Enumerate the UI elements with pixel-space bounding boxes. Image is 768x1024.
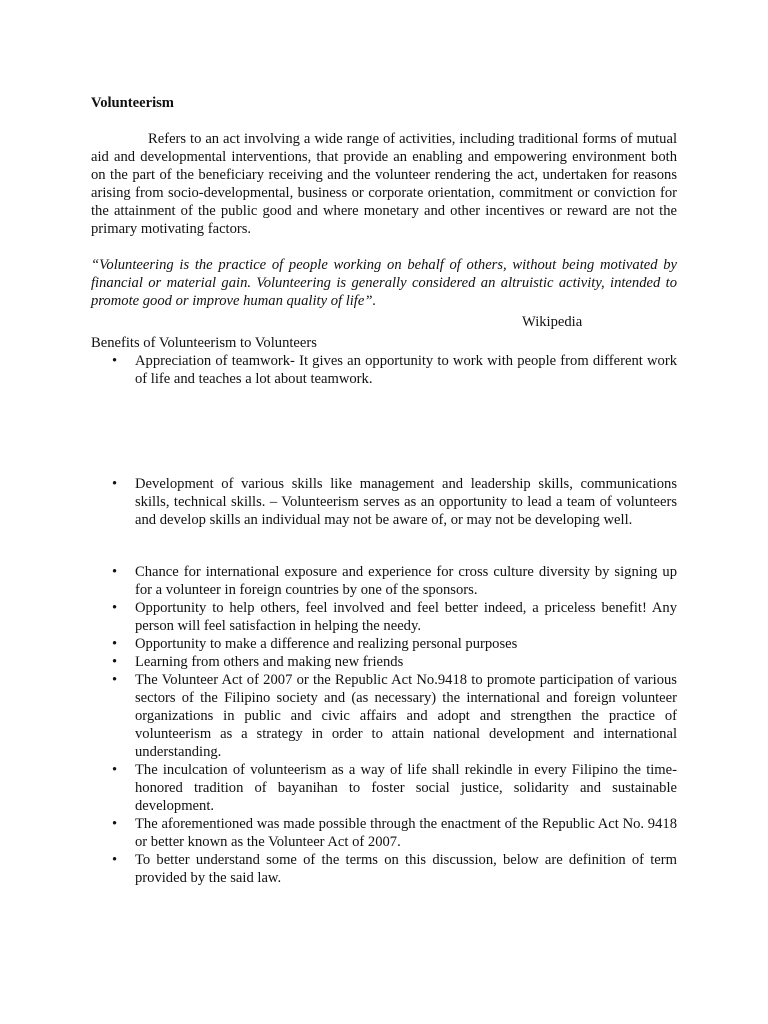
bullet-icon: • [112,476,118,492]
list-item [91,815,677,851]
list-item [91,635,677,653]
definition-paragraph: Refers to an act involving a wide range of activities, including traditional forms of mutual aid and developmental interventions, that provide an enabling and empowering environment both on the part of the beneficiary receiving and the volunteer rendering the act, undertaken for reasons arising from socio-developmental, business or corporate orientation, commitment or conviction for the attainment of the public good and where monetary and other incentives or reward are not the primary motivating factors. [91,131,677,237]
list-item-text: Appreciation of teamwork- It gives an opportunity to work with people from different work of life and teaches a lot about teamwork. [135,353,677,387]
quote-source: Wikipedia [522,314,583,330]
bullet-icon: • [112,816,118,832]
list-item [91,475,677,529]
list-item-text: Opportunity to help others, feel involved and feel better indeed, a priceless benefit! Any person will feel satisfaction in helping the needy. [135,600,677,634]
list-item [91,599,677,635]
bullet-icon: • [112,636,118,652]
list-item [91,352,677,388]
bullet-icon: • [112,600,118,616]
bullet-icon: • [112,564,118,580]
list-item-text: The aforementioned was made possible through the enactment of the Republic Act No. 9418 or better known as the Volunteer Act of 2007. [135,816,677,850]
list-item-text: Opportunity to make a difference and realizing personal purposes [135,636,518,652]
list-item-text: To better understand some of the terms on this discussion, below are definition of term provided by the said law. [135,852,677,886]
list-item-text: The inculcation of volunteerism as a way of life shall rekindle in every Filipino the time-honored tradition of bayanihan to foster social justice, solidarity and sustainable development. [135,762,677,814]
list-item-text: Chance for international exposure and experience for cross culture diversity by signing up for a volunteer in foreign countries by one of the sponsors. [135,564,677,598]
list-item [91,851,677,887]
list-item [91,761,677,815]
benefits-heading: Benefits of Volunteerism to Volunteers [91,335,317,351]
list-item-text: The Volunteer Act of 2007 or the Republic Act No.9418 to promote participation of various sectors of the Filipino society and (as necessary) the international and foreign volunteer organizations in public and civic affairs and adopt and strengthen the practice of volunteerism as a strategy in order to attain national development and international understanding. [135,672,677,760]
list-item-text: Development of various skills like management and leadership skills, communications skills, technical skills. – Volunteerism serves as an opportunity to lead a team of volunteers and develop skills an individual may not be aware of, or may not be developing well. [135,476,677,528]
document-page [91,94,677,887]
list-item [91,563,677,599]
bullet-icon: • [112,353,118,369]
benefits-list [91,352,677,887]
list-item [91,671,677,761]
list-item [91,653,677,671]
list-item-text: Learning from others and making new friends [135,654,404,670]
document-title: Volunteerism [91,95,174,111]
bullet-icon: • [112,762,118,778]
wikipedia-quote: “Volunteering is the practice of people working on behalf of others, without being motivated by financial or material gain. Volunteering is generally considered an altruistic activity, intended to promote good or improve human quality of life”. [91,257,677,309]
bullet-icon: • [112,654,118,670]
bullet-icon: • [112,852,118,868]
bullet-icon: • [112,672,118,688]
